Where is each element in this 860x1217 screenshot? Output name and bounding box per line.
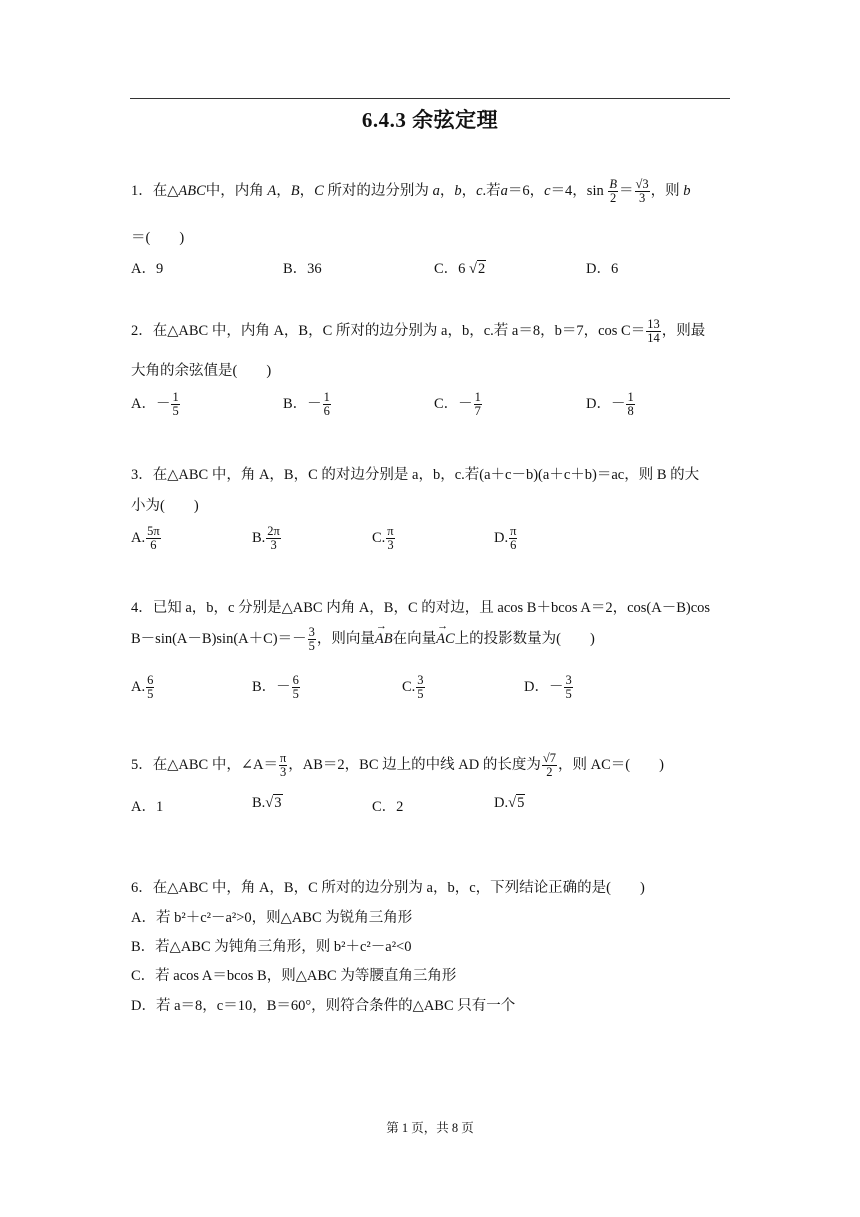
question-1-line-1: 1．在△ABC中，内角 A，B，C 所对的边分别为 a，b，c.若a＝6，c＝4，sin $\frac{B}{2}$ ＝ $\frac{√3}{3}$ ，则 b (131, 177, 691, 206)
question-3-option-d: D. $\frac{\pi}{6}$ (494, 524, 517, 553)
page-title: 6.4.3 余弦定理 (361, 108, 499, 132)
question-4-option-b: B．－ $\frac{6}{5}$ (252, 673, 299, 702)
question-6-option-b: B．若△ABC 为钝角三角形，则 b²＋c²－a²<0 (131, 939, 412, 955)
question-5-option-b: B.√3 (252, 795, 282, 811)
question-2-option-d: D．－ $\frac{1}{8}$ (586, 390, 634, 419)
fraction-b-over-2: $\frac{B}{2}$ (609, 177, 617, 206)
question-2-option-b: B．－ $\frac{1}{6}$ (283, 390, 330, 419)
fraction-sqrt3-over-3: $\frac{√3}{3}$ (635, 177, 649, 206)
question-6-option-a: A．若 b²＋c²－a²>0，则△ABC 为锐角三角形 (131, 910, 413, 926)
question-2-line-2: 大角的余弦值是( ) (131, 363, 272, 379)
fraction-3-over-5: $\frac{3}{5}$ (308, 625, 315, 654)
question-1-option-b: B．36 (283, 261, 322, 277)
question-3-option-a: A. $\frac{5\pi}{6}$ (131, 524, 160, 553)
question-5-option-c: C．2 (372, 799, 404, 815)
question-3-line-1: 3．在△ABC 中，角 A，B，C 的对边分别是 a，b，c.若(a＋c－b)(a＋c＋b)＝ac，则 B 的大 (131, 467, 700, 483)
question-2-line-1: 2．在△ABC 中，内角 A，B，C 所对的边分别为 a，b，c.若 a＝8，b＝7，cos C＝ $\frac{13}{14}$ ，则最 (131, 317, 706, 346)
question-4-line-1: 4．已知 a，b，c 分别是△ABC 内角 A，B，C 的对边，且 acos B＋bcos A＝2，cos(A－B)cos (131, 600, 711, 616)
question-4-option-c: C. $\frac{3}{5}$ (402, 673, 424, 702)
question-1-option-a: A．9 (131, 261, 164, 277)
header-rule (130, 98, 730, 99)
vector-ac: → AC (436, 631, 455, 648)
question-2-option-a: A．－ $\frac{1}{5}$ (131, 390, 179, 419)
question-1-option-c: C．6 √2 (434, 261, 486, 277)
question-1-line-2: ＝( ) (131, 230, 185, 246)
question-5-option-d: D.√5 (494, 795, 525, 811)
question-6-option-c: C．若 acos A＝bcos B，则△ABC 为等腰直角三角形 (131, 968, 457, 984)
question-3-option-b: B. $\frac{2\pi}{3}$ (252, 524, 280, 553)
question-5-option-a: A．1 (131, 799, 164, 815)
question-2-option-c: C．－ $\frac{1}{7}$ (434, 390, 481, 419)
question-4-option-a: A. $\frac{6}{5}$ (131, 673, 154, 702)
vector-ab: → AB (375, 631, 393, 648)
question-3-option-c: C. $\frac{\pi}{3}$ (372, 524, 394, 553)
question-4-option-d: D．－ $\frac{3}{5}$ (524, 673, 572, 702)
question-4-line-2: B－sin(A－B)sin(A＋C)＝－ $\frac{3}{5}$ ，则向量→ AB在向量→ AC上的投影数量为( ) (131, 626, 595, 653)
question-3-line-2: 小为( ) (131, 498, 199, 514)
page-footer: 第 1 页，共 8 页 (386, 1121, 474, 1135)
question-1-option-d: D．6 (586, 261, 619, 277)
fraction-13-over-14: $\frac{13}{14}$ (647, 317, 660, 346)
question-6-line-1: 6．在△ABC 中，角 A，B，C 所对的边分别为 a，b，c，下列结论正确的是( ) (131, 880, 645, 896)
question-6-option-d: D．若 a＝8，c＝10，B＝60°，则符合条件的△ABC 只有一个 (131, 998, 516, 1014)
question-5-line-1: 5．在△ABC 中，∠A＝ $\frac{\pi}{3}$ ，AB＝2，BC 边上的中线 AD 的长度为 $\frac{√7}{2}$ ，则 AC＝( ) (131, 751, 664, 780)
